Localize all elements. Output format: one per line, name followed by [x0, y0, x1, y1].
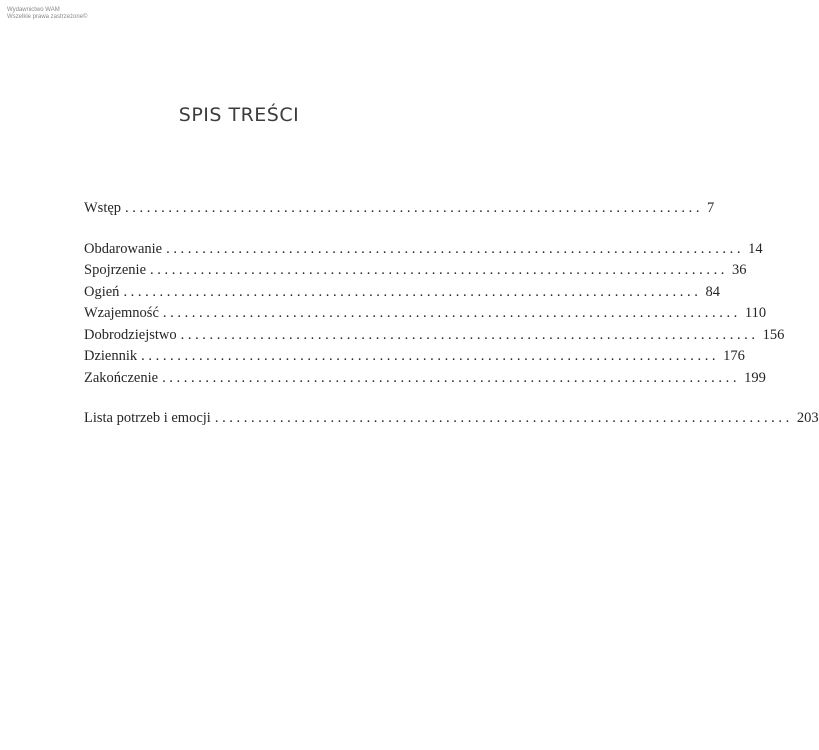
toc-entry[interactable] [84, 408, 819, 430]
toc-entry-page: 176 [723, 348, 745, 364]
toc-entry-page: 110 [744, 305, 767, 321]
toc-entry[interactable] [84, 260, 747, 282]
toc-entry-page: 156 [762, 326, 785, 343]
dot-leader: ................................................................................ [123, 283, 702, 300]
dot-leader: ................................................................................ [214, 410, 793, 426]
dot-leader: ................................................................................ [166, 240, 745, 257]
toc-entry[interactable] [84, 198, 715, 220]
toc-entry-page: 14 [748, 240, 763, 257]
toc-entry[interactable] [84, 239, 763, 261]
publisher-name: Wydawnictwo WAM [7, 7, 60, 13]
dot-leader: ................................................................................ [141, 348, 720, 364]
toc-entry[interactable] [84, 282, 720, 304]
toc-entry-page: 199 [744, 369, 766, 386]
toc-group-intro [84, 198, 715, 220]
toc-entry-title: Zakończenie [84, 369, 159, 386]
toc-group-chapters [84, 239, 785, 390]
toc-entry-title: Wstęp [84, 200, 122, 216]
toc-entry-title: Spojrzenie [84, 262, 147, 278]
copyright-watermark [7, 7, 87, 21]
dot-leader: ................................................................................ [162, 305, 741, 321]
toc-entry[interactable] [84, 303, 767, 325]
toc-entry-page: 7 [707, 200, 715, 216]
toc-entry-title: Obdarowanie [84, 240, 163, 257]
toc-entry[interactable] [84, 346, 745, 368]
toc-entry-title: Dziennik [84, 348, 138, 364]
rights-notice: Wszelkie prawa zastrzeżone© [7, 14, 88, 20]
toc-entry-page: 84 [705, 283, 720, 300]
dot-leader: ................................................................................ [162, 369, 741, 386]
toc-entry-page: 203 [796, 410, 819, 426]
toc-entry-title: Lista potrzeb i emocji [84, 410, 211, 426]
toc-entry-title: Dobrodziejstwo [84, 326, 177, 343]
dot-leader: ................................................................................ [150, 262, 729, 278]
toc-group-appendix [84, 408, 819, 430]
toc-entry[interactable] [84, 368, 766, 390]
toc-entry-title: Wzajemność [84, 305, 159, 321]
page-title: SPIS TREŚCI [178, 104, 300, 126]
toc-entry-page: 36 [732, 262, 747, 278]
dot-leader: ................................................................................ [180, 326, 759, 343]
dot-leader: ................................................................................ [125, 200, 704, 216]
toc-entry-title: Ogień [84, 283, 120, 300]
toc-entry[interactable] [84, 325, 785, 347]
table-of-contents [84, 198, 819, 430]
